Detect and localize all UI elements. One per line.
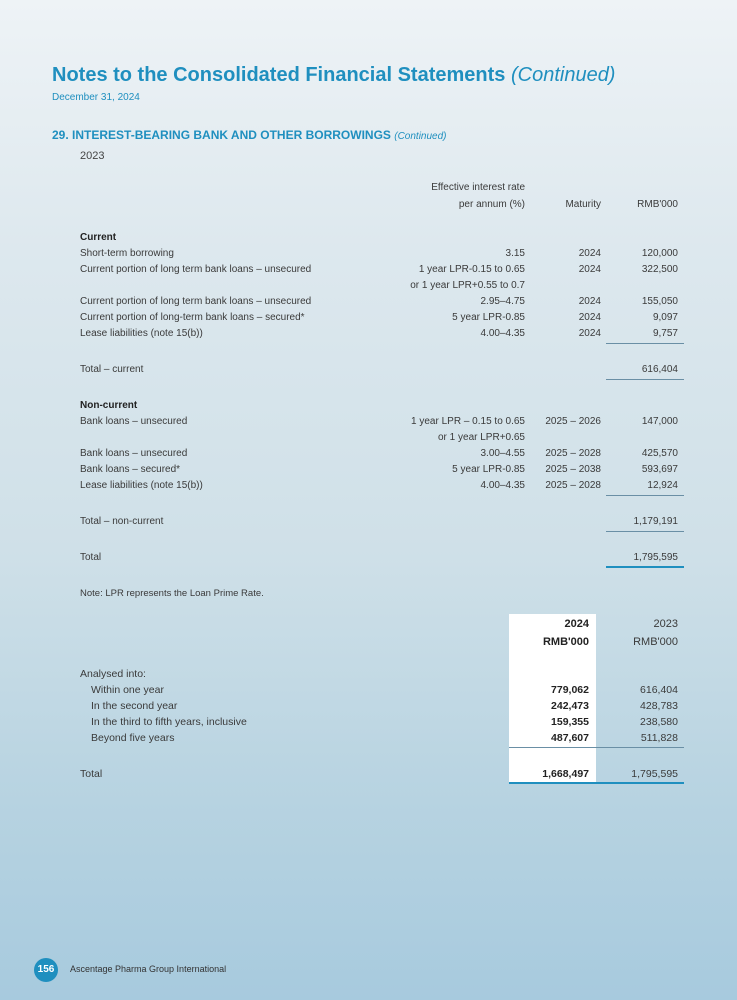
current-row-rate: 1 year LPR-0.15 to 0.65 [418, 264, 525, 275]
page-date: December 31, 2024 [52, 92, 140, 103]
total-rule [606, 531, 684, 532]
noncurrent-row-amount: 425,570 [641, 448, 678, 459]
current-row-maturity: 2024 [578, 312, 601, 323]
section-heading-suffix: (Continued) [394, 131, 447, 142]
noncurrent-row-maturity: 2025 – 2028 [545, 448, 601, 459]
page-title-text: Notes to the Consolidated Financial Statements [52, 64, 506, 86]
note-text: Note: LPR represents the Loan Prime Rate. [80, 588, 264, 599]
page-number-badge: 156 [34, 958, 58, 982]
maturity-row-label: In the second year [91, 700, 178, 712]
noncurrent-row-label: Bank loans – secured* [80, 464, 181, 475]
total-noncurrent-label: Total – non-current [80, 516, 164, 527]
maturity-row-2024: 242,473 [551, 700, 589, 712]
noncurrent-row-rate: 4.00–4.35 [480, 480, 525, 491]
current-row-maturity: 2024 [578, 328, 601, 339]
maturity-total-2023: 1,795,595 [631, 768, 678, 780]
current-row-rate: 2.95–4.75 [480, 296, 525, 307]
current-row-amount: 9,757 [652, 328, 678, 339]
current-row-amount: 9,097 [652, 312, 678, 323]
noncurrent-row-label: Bank loans – unsecured [80, 448, 188, 459]
current-row-maturity: 2024 [578, 264, 601, 275]
noncurrent-row-maturity: 2025 – 2038 [545, 464, 601, 475]
current-row-amount: 120,000 [641, 248, 678, 259]
double-rule [606, 566, 684, 568]
col-2023-year: 2023 [653, 618, 678, 630]
analysed-label: Analysed into: [80, 668, 146, 680]
subtotal-rule [606, 495, 684, 496]
total-rule [606, 379, 684, 380]
header-maturity: Maturity [565, 199, 601, 210]
header-amount: RMB'000 [637, 199, 678, 210]
grand-total-value: 1,795,595 [633, 552, 678, 563]
maturity-total-2024: 1,668,497 [542, 768, 589, 780]
noncurrent-row-label: Bank loans – unsecured [80, 416, 188, 427]
header-rate-line1: Effective interest rate [431, 182, 525, 193]
noncurrent-row-amount: 12,924 [647, 480, 678, 491]
current-row-label: Current portion of long term bank loans – unsecured [80, 296, 312, 307]
maturity-row-2024: 159,355 [551, 716, 589, 728]
section-heading [52, 128, 447, 142]
maturity-row-2023: 511,828 [640, 732, 678, 744]
header-rate-line2: per annum (%) [458, 199, 525, 210]
maturity-row-label: Beyond five years [91, 732, 175, 744]
col-2024-unit: RMB'000 [542, 636, 589, 648]
maturity-row-2023: 428,783 [640, 700, 678, 712]
noncurrent-row-maturity: 2025 – 2026 [545, 416, 601, 427]
current-row-label: Lease liabilities (note 15(b)) [80, 328, 203, 339]
total-current-label: Total – current [80, 364, 144, 375]
noncurrent-row-rate-line2: or 1 year LPR+0.65 [438, 432, 525, 443]
noncurrent-row-label: Lease liabilities (note 15(b)) [80, 480, 203, 491]
noncurrent-row-rate: 5 year LPR-0.85 [452, 464, 525, 475]
page-title-suffix: (Continued) [510, 64, 616, 86]
current-row-amount: 322,500 [641, 264, 678, 275]
grand-total-label: Total [80, 552, 102, 563]
subtotal-rule [509, 747, 684, 748]
noncurrent-row-amount: 593,697 [641, 464, 678, 475]
total-noncurrent-value: 1,179,191 [633, 516, 678, 527]
maturity-row-label: In the third to fifth years, inclusive [91, 716, 247, 728]
noncurrent-row-rate: 1 year LPR – 0.15 to 0.65 [411, 416, 525, 427]
current-row-label: Short-term borrowing [80, 248, 174, 259]
col-2024-year: 2024 [564, 618, 589, 630]
current-row-rate: 5 year LPR-0.85 [452, 312, 525, 323]
total-current-value: 616,404 [641, 364, 678, 375]
maturity-total-label: Total [80, 768, 103, 780]
maturity-row-label: Within one year [91, 684, 164, 696]
current-row-rate: 4.00–4.35 [480, 328, 525, 339]
noncurrent-heading: Non-current [80, 400, 138, 411]
maturity-row-2024: 487,607 [551, 732, 589, 744]
section-heading-text: 29. INTEREST-BEARING BANK AND OTHER BORROWINGS [52, 128, 391, 142]
page-title [52, 64, 615, 87]
current-row-rate-line2: or 1 year LPR+0.55 to 0.7 [410, 280, 525, 291]
current-row-label: Current portion of long-term bank loans – secured* [80, 312, 305, 323]
double-rule [509, 782, 684, 784]
maturity-row-2023: 238,580 [640, 716, 678, 728]
current-row-amount: 155,050 [641, 296, 678, 307]
current-row-maturity: 2024 [578, 296, 601, 307]
maturity-row-2024: 779,062 [551, 684, 589, 696]
noncurrent-row-rate: 3.00–4.55 [480, 448, 525, 459]
current-heading: Current [80, 232, 117, 243]
current-row-rate: 3.15 [505, 248, 525, 259]
maturity-row-2023: 616,404 [640, 684, 678, 696]
subtotal-rule [606, 343, 684, 344]
footer-company-name: Ascentage Pharma Group International [70, 964, 227, 974]
year-label: 2023 [80, 150, 105, 162]
current-row-label: Current portion of long term bank loans – unsecured [80, 264, 312, 275]
col-2023-unit: RMB'000 [633, 636, 678, 648]
noncurrent-row-amount: 147,000 [641, 416, 678, 427]
current-row-maturity: 2024 [578, 248, 601, 259]
noncurrent-row-maturity: 2025 – 2028 [545, 480, 601, 491]
